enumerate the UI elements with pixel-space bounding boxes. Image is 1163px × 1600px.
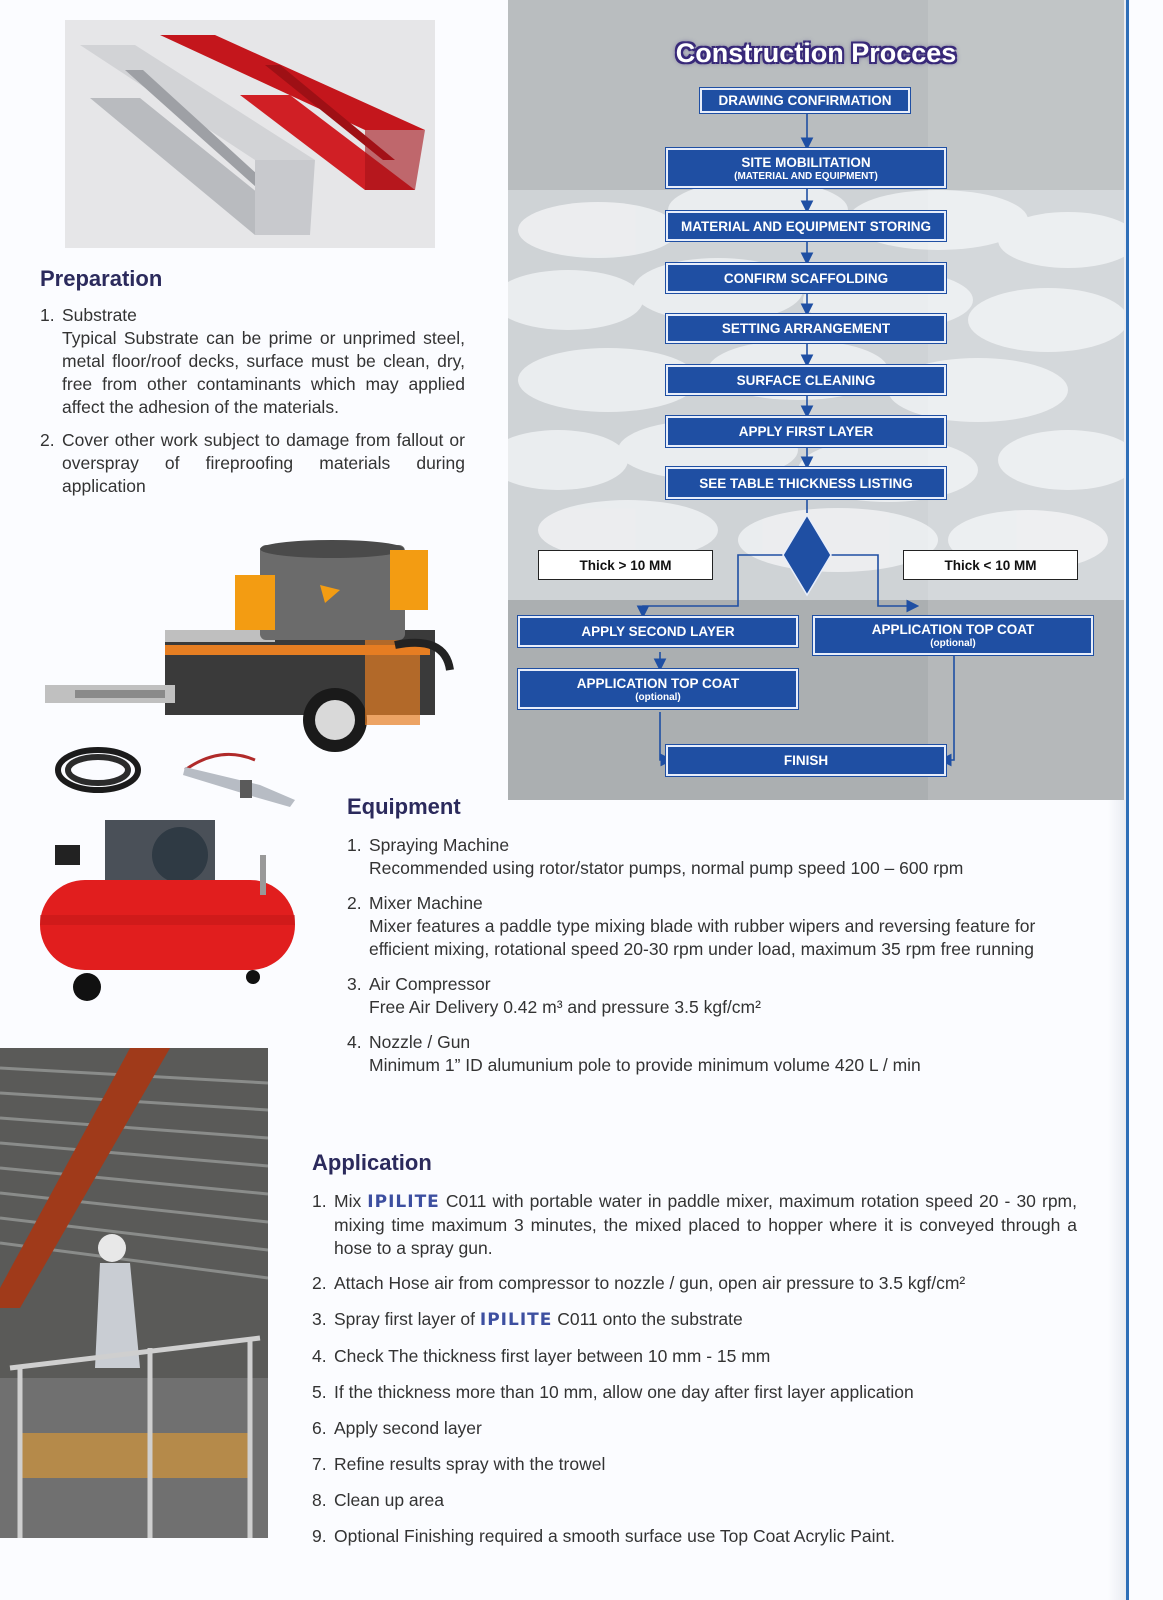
application-title: Application xyxy=(312,1150,432,1175)
equipment-list xyxy=(347,834,1077,1077)
list-item xyxy=(312,1489,1077,1512)
item-title: Nozzle / Gun xyxy=(369,1032,471,1052)
ipilite-logo: IPILITE xyxy=(479,1310,553,1330)
list-item xyxy=(40,304,465,419)
step-top-coat-left xyxy=(518,669,798,709)
spraying-machine-image xyxy=(35,535,460,760)
flowchart-title: Construction Procces xyxy=(675,38,957,68)
item-text: Typical Substrate can be prime or unprimed steel, metal floor/roof decks, surface must be clean, dry, free from other contaminants which may applied affect the adhesion of the materials. xyxy=(62,328,465,417)
step-setting-arrangement xyxy=(666,314,946,343)
preparation-title: Preparation xyxy=(40,266,163,291)
list-item xyxy=(347,973,1077,1019)
air-compressor-image xyxy=(35,815,300,1005)
step-label: DRAWING CONFIRMATION xyxy=(718,93,892,108)
item-text-post: C011 with portable water in paddle mixer, maximum rotation speed 20 - 30 rpm, mixing time maximum 3 minutes, the mixed placed to hopper where it is conveyed through a hose to a spray gun. xyxy=(334,1191,1077,1258)
item-text-pre: Attach Hose air from compressor to nozzle / gun, open air pressure to 3.5 kgf/cm² xyxy=(334,1273,966,1293)
step-top-coat-right xyxy=(813,616,1093,655)
step-label: MATERIAL AND EQUIPMENT STORING xyxy=(680,218,931,234)
decision-diamond xyxy=(783,515,831,595)
item-number: 4. xyxy=(312,1346,327,1366)
item-text-pre: If the thickness more than 10 mm, allow one day after first layer application xyxy=(334,1382,914,1402)
list-item xyxy=(312,1453,1077,1476)
item-number: 3. xyxy=(347,974,362,994)
step-label: APPLY FIRST LAYER xyxy=(738,424,874,439)
item-text: Cover other work subject to damage from fallout or overspray of fireproofing materials during application xyxy=(62,430,465,496)
step-label: APPLICATION TOP COAT xyxy=(576,675,740,691)
item-title: Mixer Machine xyxy=(369,893,483,913)
item-text-pre: Optional Finishing required a smooth surface use Top Coat Acrylic Paint. xyxy=(334,1526,895,1546)
item-number: 7. xyxy=(312,1454,327,1474)
step-material-storing xyxy=(666,211,946,241)
list-item xyxy=(312,1190,1077,1260)
list-item xyxy=(40,429,465,498)
item-number: 2. xyxy=(312,1273,327,1293)
item-text-pre: Check The thickness first layer between 10 mm - 15 mm xyxy=(334,1346,771,1366)
list-item xyxy=(312,1308,1077,1332)
list-item xyxy=(347,834,1077,880)
step-label: SURFACE CLEANING xyxy=(736,372,876,388)
item-title: Substrate xyxy=(62,305,137,325)
condition-thick-gt-10: Thick > 10 MM xyxy=(538,550,713,580)
i-beam-image xyxy=(65,20,435,248)
list-item xyxy=(312,1381,1077,1404)
item-text-pre: Spray first layer of xyxy=(334,1309,480,1329)
step-label: SEE TABLE THICKNESS LISTING xyxy=(699,475,913,491)
list-item xyxy=(347,892,1077,961)
step-apply-second-layer xyxy=(518,616,798,647)
step-apply-first-layer xyxy=(666,416,946,447)
spray-gun-image xyxy=(180,745,300,810)
item-number: 1. xyxy=(40,305,55,325)
item-number: 2. xyxy=(347,893,362,913)
item-number: 9. xyxy=(312,1526,327,1546)
list-item xyxy=(312,1417,1077,1440)
item-number: 1. xyxy=(347,835,362,855)
item-number: 2. xyxy=(40,430,55,450)
equipment-title: Equipment xyxy=(347,794,461,819)
item-text-pre: Refine results spray with the trowel xyxy=(334,1454,606,1474)
step-label: APPLY SECOND LAYER xyxy=(581,624,735,639)
step-thickness-listing xyxy=(666,467,946,499)
preparation-list xyxy=(40,304,465,498)
step-sublabel: (MATERIAL AND EQUIPMENT) xyxy=(734,170,878,182)
item-text: Minimum 1” ID alumunium pole to provide minimum volume 420 L / min xyxy=(369,1055,921,1075)
item-text: Free Air Delivery 0.42 m³ and pressure 3.5 kgf/cm² xyxy=(369,997,761,1017)
worker-spraying-image xyxy=(0,1048,268,1538)
step-sublabel: (optional) xyxy=(930,638,976,649)
step-label: APPLICATION TOP COAT xyxy=(871,622,1035,637)
step-finish xyxy=(666,745,946,776)
hose-image xyxy=(55,745,145,795)
step-site-mobilitation xyxy=(666,148,946,188)
item-text-post: C011 onto the substrate xyxy=(552,1309,743,1329)
condition-thick-lt-10: Thick < 10 MM xyxy=(903,550,1078,580)
item-text-pre: Mix xyxy=(334,1191,368,1211)
item-title: Spraying Machine xyxy=(369,835,510,855)
list-item xyxy=(312,1272,1077,1295)
ipilite-logo: IPILITE xyxy=(367,1192,440,1212)
page-edge-line xyxy=(1126,0,1129,1600)
item-text-pre: Clean up area xyxy=(334,1490,444,1510)
list-item xyxy=(347,1031,1077,1077)
item-text: Recommended using rotor/stator pumps, normal pump speed 100 – 600 rpm xyxy=(369,858,964,878)
step-surface-cleaning xyxy=(666,365,946,395)
item-text: Mixer features a paddle type mixing blade with rubber wipers and reversing feature for efficient mixing, rotational speed 20-30 rpm under load, maximum 35 rpm free running xyxy=(369,916,1036,959)
step-label: FINISH xyxy=(783,753,829,768)
list-item xyxy=(312,1345,1077,1368)
item-text-pre: Apply second layer xyxy=(334,1418,482,1438)
item-number: 8. xyxy=(312,1490,327,1510)
list-item xyxy=(312,1525,1077,1548)
step-drawing-confirmation xyxy=(700,88,910,113)
item-number: 3. xyxy=(312,1309,327,1329)
step-label: CONFIRM SCAFFOLDING xyxy=(723,270,889,286)
step-label: SITE MOBILITATION xyxy=(741,154,871,170)
item-number: 5. xyxy=(312,1382,327,1402)
item-number: 1. xyxy=(312,1191,327,1211)
step-label: SETTING ARRANGEMENT xyxy=(721,321,891,336)
item-number: 6. xyxy=(312,1418,327,1438)
construction-process-flowchart xyxy=(508,0,1124,800)
item-title: Air Compressor xyxy=(369,974,491,994)
item-number: 4. xyxy=(347,1032,362,1052)
step-confirm-scaffolding xyxy=(666,263,946,293)
application-list xyxy=(312,1190,1077,1548)
step-sublabel: (optional) xyxy=(635,691,681,703)
